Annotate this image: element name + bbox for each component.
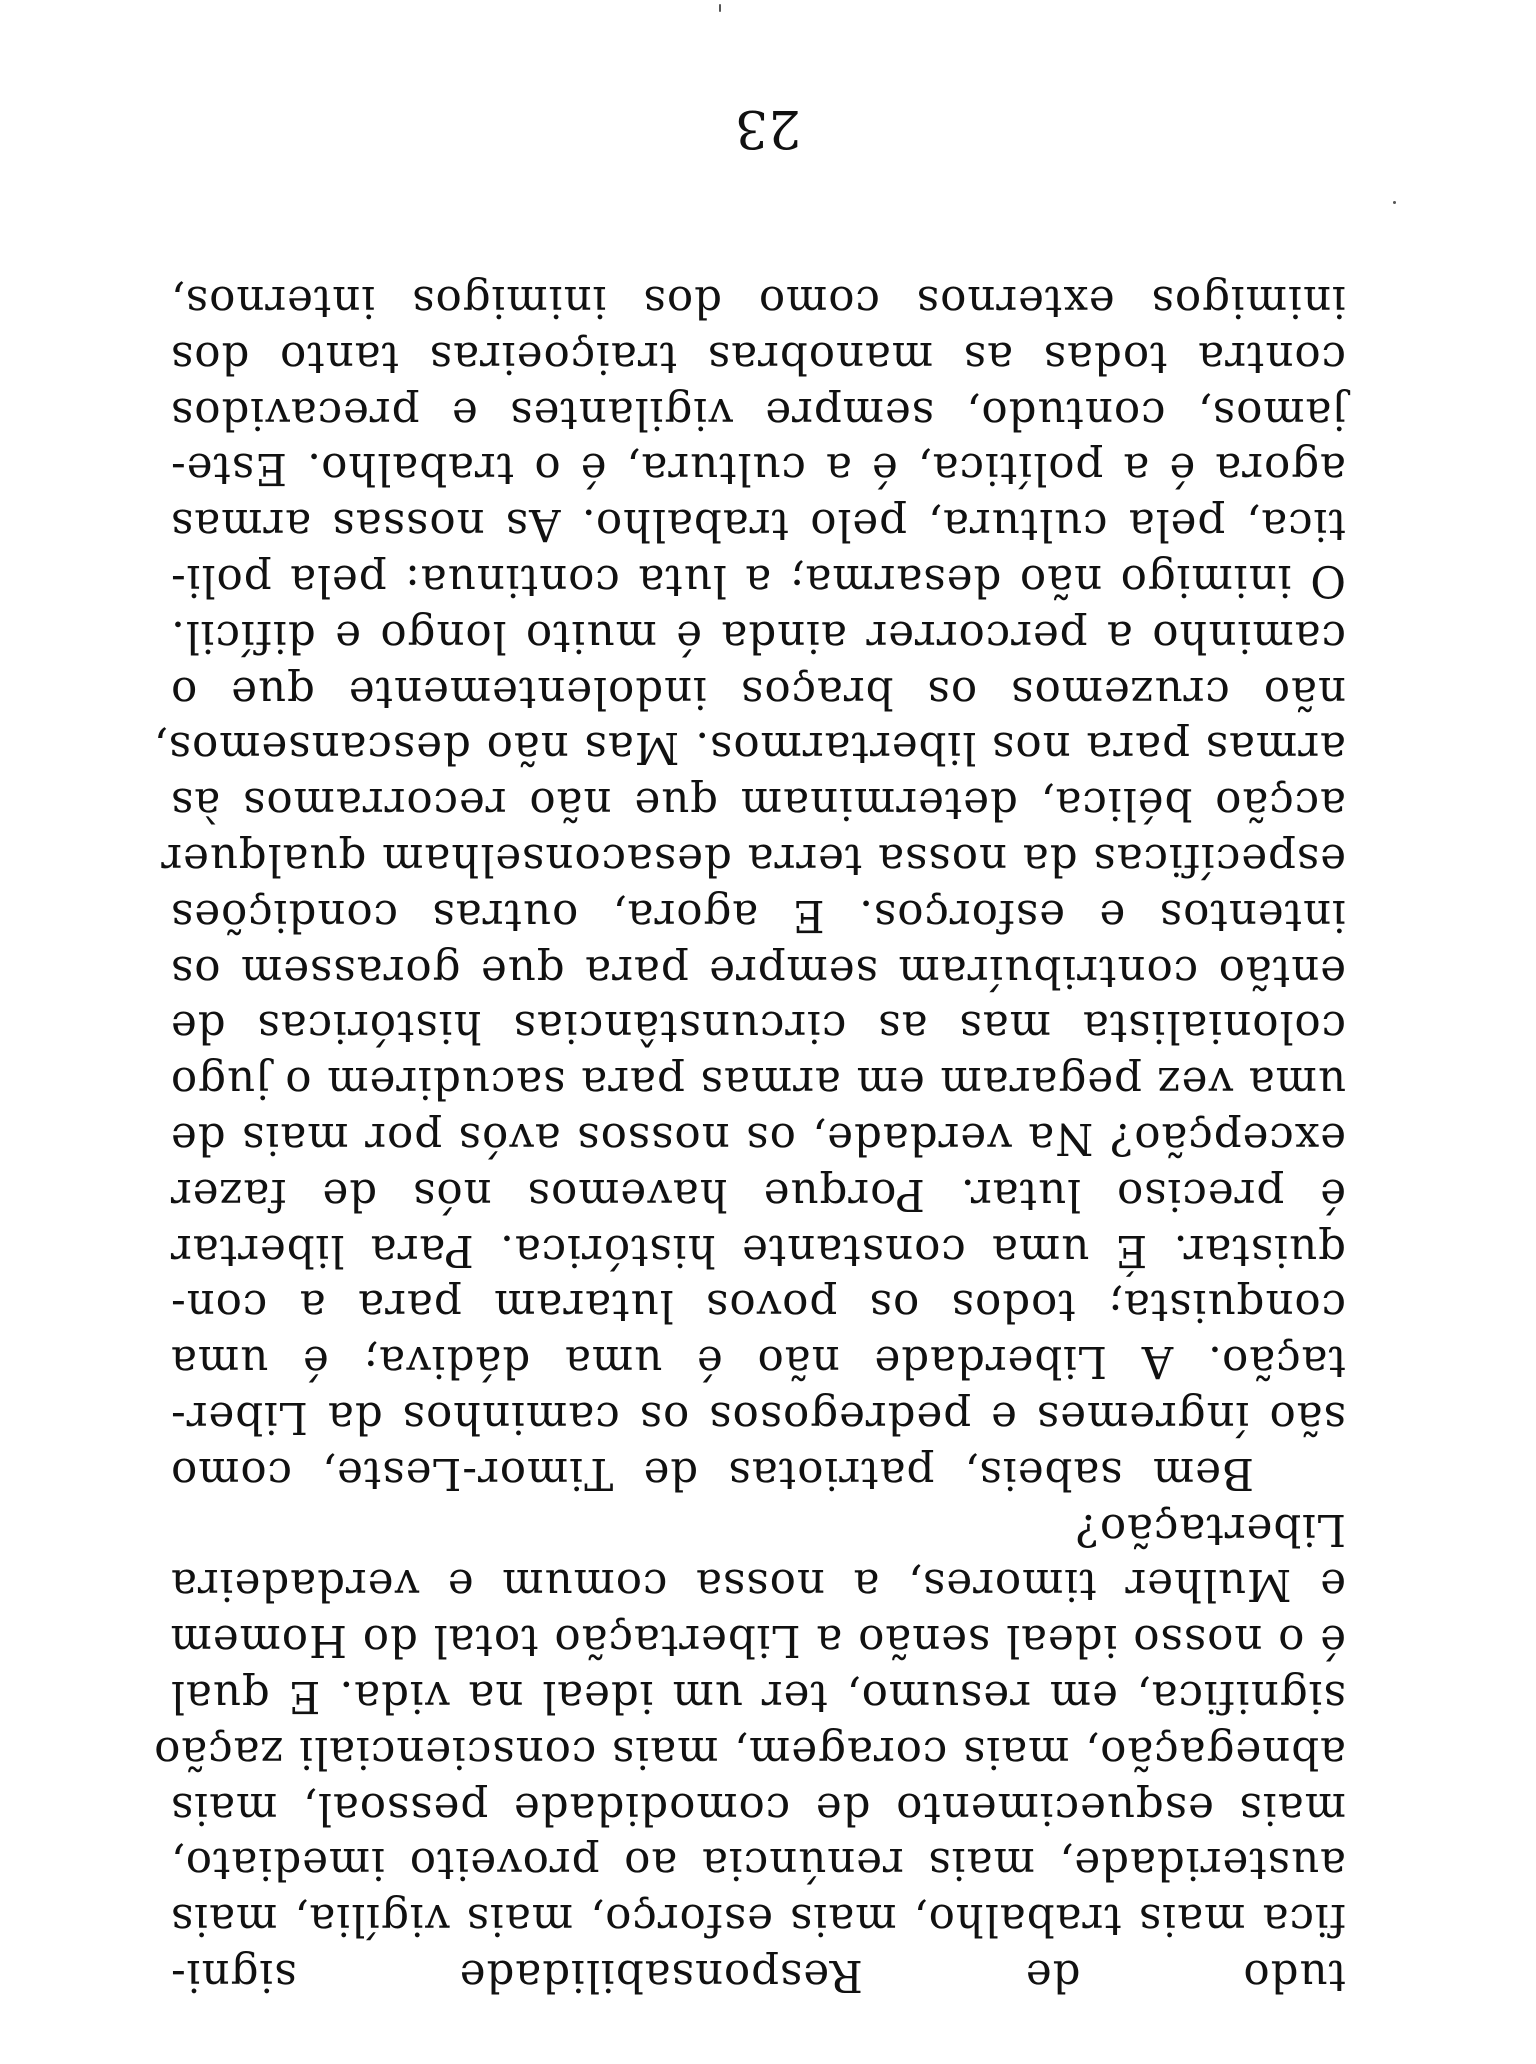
- text-line: caminho a percorrer ainda é muito longo e difícil.: [170, 610, 1346, 661]
- scan-speck: [1393, 201, 1396, 204]
- text-line: é o nosso ideal senão a Libertação total do Homem: [169, 1615, 1346, 1666]
- text-line: colonialista mas as circunstâncias históricas de: [170, 1001, 1346, 1052]
- text-line: Bem sabeis, patriotas de Timor-Leste, como: [170, 1447, 1254, 1498]
- text-line: conquista; todos os povos lutaram para a con-: [170, 1280, 1346, 1331]
- text-line: agora é a política, é a cultura, é o trabalho. Este-: [170, 443, 1346, 494]
- text-line: jamos, contudo, sempre vigilantes e precavidos: [170, 387, 1346, 438]
- scan-speck: [719, 4, 721, 12]
- text-line: Libertação?: [1074, 1503, 1346, 1554]
- text-line: quistar. É uma constante histórica. Para libertar: [170, 1224, 1346, 1275]
- text-line: contra todas as manobras traiçoeiras tanto dos: [170, 331, 1346, 382]
- text-line: mais esquecimento de comodidade pessoal, mais: [170, 1782, 1346, 1833]
- text-line: tação. A Liberdade não é uma dádiva; é uma: [170, 1336, 1346, 1387]
- text-line: fica mais trabalho, mais esforço, mais vigília, mais: [170, 1894, 1346, 1945]
- text-line: inimigos externos como dos inimigos internos,: [170, 276, 1346, 327]
- text-line: específicas da nossa terra desaconselham qualquer: [160, 834, 1346, 885]
- text-line: O inimigo não desarma; a luta continua: pela poli-: [170, 555, 1346, 606]
- text-line: abnegação, mais coragem, mais conscienciali zação: [153, 1726, 1346, 1777]
- text-line: e Mulher timores, a nossa comum e verdadeira: [170, 1559, 1346, 1610]
- text-line: significa, em resumo, ter um ideal na vida. E qual: [170, 1671, 1346, 1722]
- text-line: são íngremes e pedregosos os caminhos da Liber-: [170, 1392, 1346, 1443]
- text-line: acção bélica, determinam que não recorramos às: [170, 778, 1346, 829]
- page-number: 23: [734, 98, 802, 158]
- text-line: tudo de Responsabilidade signi-: [170, 1950, 1346, 2000]
- text-line: armas para nos libertarmos. Mas não descansemos,: [152, 722, 1346, 773]
- text-line: então contribuíram sempre para que gorassem os: [170, 945, 1346, 996]
- text-line: é preciso lutar. Porque havemos nós de fazer: [170, 1168, 1346, 1219]
- text-line: tica, pela cultura, pelo trabalho. As nossas armas: [170, 499, 1346, 550]
- text-line: uma vez pegaram em armas para sacudirem o jugo: [169, 1057, 1346, 1108]
- text-line: não cruzemos os braços indolentemente que o: [170, 666, 1346, 717]
- text-line: austeridade, mais renúncia ao proveito imediato,: [170, 1838, 1346, 1889]
- text-line: intentos e esforços. E agora, outras condições: [170, 889, 1346, 940]
- text-line: excepção? Na verdade, os nossos avós por mais de: [170, 1113, 1346, 1164]
- body-text: [152, 272, 1346, 2002]
